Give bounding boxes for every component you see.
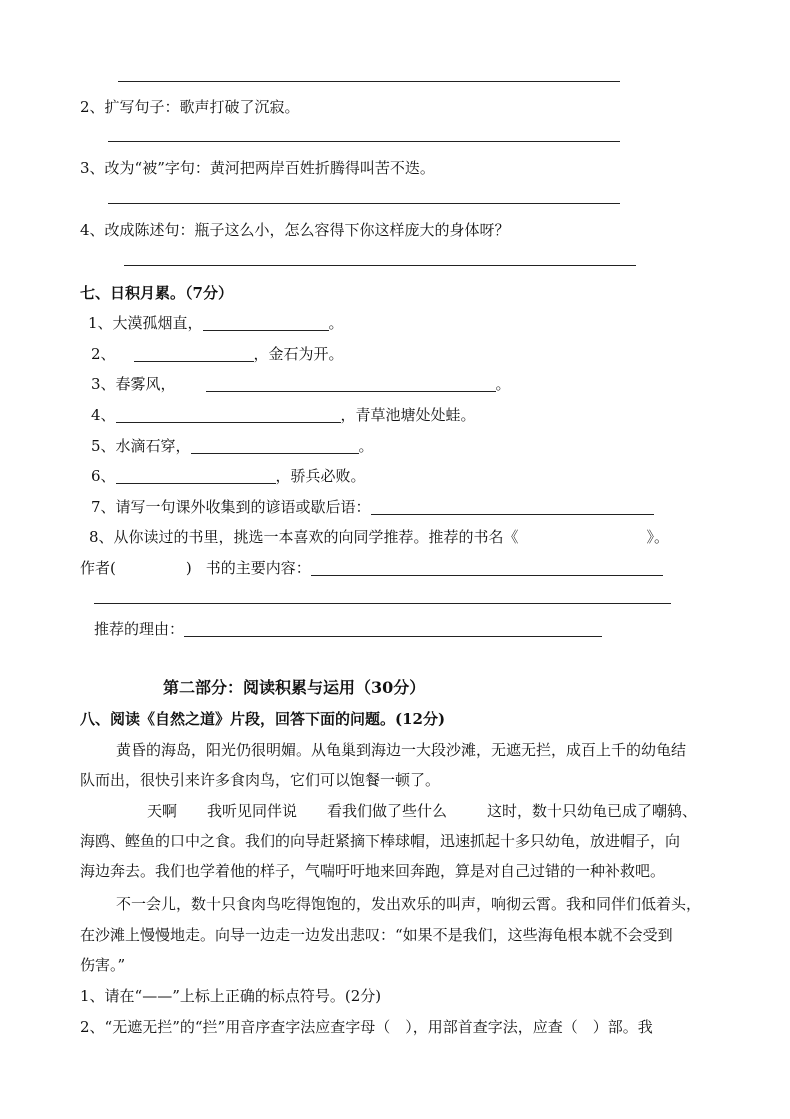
fill-blank-1[interactable]: [203, 315, 329, 331]
fill-item-5: [91, 436, 374, 456]
book-title-close: 》。: [646, 528, 670, 546]
question-declarative-sentence: 4、改成陈述句：瓶子这么小，怎么容得下你这样庞大的身体呀？: [80, 221, 510, 239]
section-heading-reading: 八、阅读《自然之道》片段，回答下面的问题。(12分): [80, 710, 446, 728]
fill-item-3-prompt: 3、春雾风，: [91, 375, 176, 393]
reason-blank[interactable]: [184, 621, 602, 637]
author-label: 作者(: [80, 559, 116, 577]
book-reason-line: [94, 619, 602, 639]
passage-p1-line2: 队而出，很快引来许多食肉鸟，它们可以饱餐一顿了。: [80, 771, 441, 789]
fill-item-1-suffix: 。: [328, 314, 344, 332]
book-title-prompt: 8、从你读过的书里，挑选一本喜欢的向同学推荐。推荐的书名《: [89, 528, 519, 546]
fill-item-5-suffix: 。: [358, 437, 374, 455]
answer-line-q1: [118, 81, 620, 82]
fill-item-6: [91, 466, 366, 486]
fill-blank-2[interactable]: [134, 346, 254, 362]
part-two-heading: 第二部分：阅读积累与运用（30分）: [163, 678, 426, 697]
book-author-line: [80, 558, 663, 578]
fill-item-2-suffix: ，金石为开。: [253, 345, 344, 363]
passage-p2-line3: 海边奔去。我们也学着他的样子，气喘吁吁地来回奔跑，算是对自己过错的一种补救吧。: [80, 862, 666, 880]
reading-question-1: 1、请在“——”上标上正确的标点符号。(2分): [80, 987, 382, 1005]
fill-item-6-prompt: 6、: [91, 467, 116, 485]
fill-blank-5[interactable]: [191, 438, 359, 454]
fill-item-6-suffix: ，骄兵必败。: [275, 467, 366, 485]
fill-blank-6[interactable]: [116, 468, 276, 484]
passage-p2-line1: [147, 801, 697, 821]
reading-question-2: 2、“无遮无拦”的“拦”用音序查字法应查字母（ ），用部首查字法，应查（ ）部。我: [80, 1018, 653, 1036]
answer-line-q2: [108, 141, 620, 142]
question-passive-sentence: 3、改为“被”字句：黄河把两岸百姓折腾得叫苦不迭。: [80, 159, 435, 177]
fill-item-5-prompt: 5、水滴石穿，: [91, 437, 191, 455]
author-close: ): [185, 559, 192, 577]
passage-p1-line1: 黄昏的海岛，阳光仍很明媚。从龟巢到海边一大段沙滩，无遮无拦，成百上千的幼龟结: [116, 741, 687, 759]
dialogue-word-3: 看我们做了些什么: [327, 802, 448, 820]
content-label: 书的主要内容：: [205, 559, 311, 577]
fill-blank-3[interactable]: [206, 376, 496, 392]
passage-p3-line3: 伤害。”: [80, 956, 126, 974]
fill-item-3-suffix: 。: [495, 375, 511, 393]
passage-p2-line2: 海鸥、鲣鱼的口中之食。我们的向导赶紧摘下棒球帽，迅速抓起十多只幼龟，放进帽子，向: [80, 832, 681, 850]
fill-blank-4[interactable]: [116, 407, 341, 423]
fill-item-3: [91, 374, 511, 394]
fill-item-4-suffix: ，青草池塘处处蛙。: [340, 406, 476, 424]
fill-item-7-prompt: 7、请写一句课外收集到的谚语或歇后语：: [91, 498, 371, 516]
dialogue-word-2: 我听见同伴说: [207, 802, 298, 820]
fill-item-4: [91, 405, 476, 425]
fill-item-4-prompt: 4、: [91, 406, 116, 424]
passage-p3-line1: 不一会儿，数十只食肉鸟吃得饱饱的，发出欢乐的叫声，响彻云霄。我和同伴们低着头，: [116, 895, 702, 913]
question-expand-sentence: 2、扩写句子：歌声打破了沉寂。: [80, 98, 300, 116]
fill-item-1-prompt: 1、大漠孤烟直，: [88, 314, 203, 332]
fill-item-1: [88, 313, 344, 333]
content-blank[interactable]: [311, 560, 663, 576]
fill-item-2: [91, 344, 344, 364]
passage-p3-line2: 在沙滩上慢慢地走。向导一边走一边发出悲叹：“如果不是我们，这些海龟根本就不会受到: [80, 926, 673, 944]
reason-label: 推荐的理由：: [94, 620, 185, 638]
answer-line-q3: [108, 203, 620, 204]
book-recommendation-prompt: [89, 527, 669, 547]
fill-blank-7[interactable]: [371, 499, 654, 515]
content-answer-line: [94, 603, 671, 604]
dialogue-rest: 这时，数十只幼龟已成了嘲鸫、: [487, 802, 698, 820]
dialogue-word-1: 天啊: [147, 802, 178, 820]
answer-line-q4: [124, 265, 636, 266]
section-heading-accumulation: 七、日积月累。（7分）: [80, 284, 233, 302]
fill-item-7: [91, 497, 654, 517]
fill-item-2-prompt: 2、: [91, 345, 116, 363]
